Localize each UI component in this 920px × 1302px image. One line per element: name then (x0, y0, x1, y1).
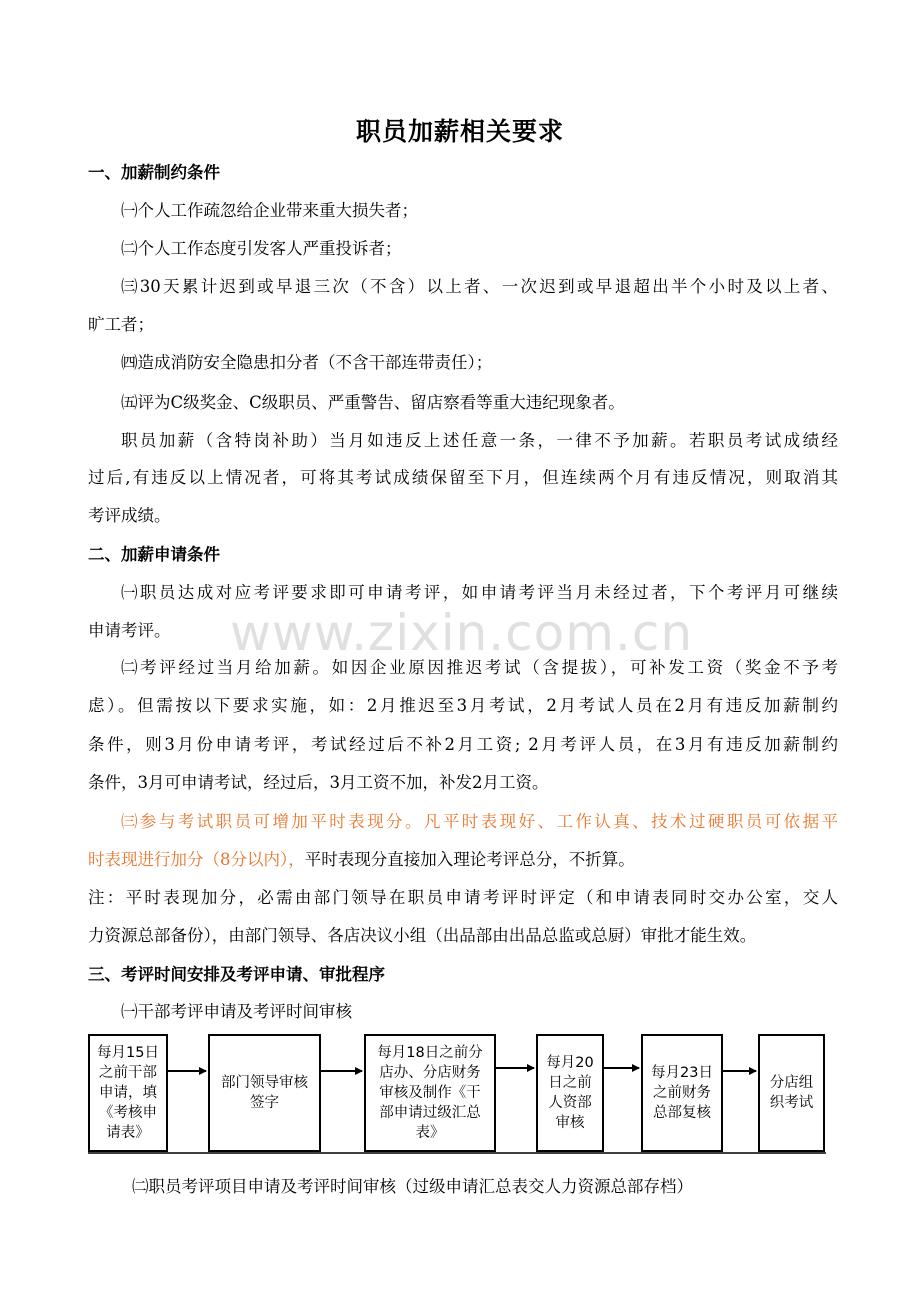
flow-step-2: 部门领导审核 签字 (208, 1034, 321, 1152)
section2-item2-line-2: 虑）。但需按以下要求实施，如：2月推迟至3月考试，2月考试人员在2月有违反加薪制约 (88, 696, 838, 715)
section2-item2-line-1: ㈡考评经过当月给加薪。如因企业原因推迟考试（含提拔），可补发工资（奖金不予考 (121, 658, 838, 677)
section2-item3-orange-text: 时表现进行加分（8分以内）， (88, 850, 305, 869)
section1-item-5: ㈤评为C级奖金、C级职员、严重警告、留店察看等重大违纪现象者。 (121, 393, 625, 412)
section2-note-line-2: 力资源总部备份），由部门领导、各店决议小组（出品部由出品总监或总厨）审批才能生效。 (88, 926, 757, 945)
section1-item-1: ㈠个人工作疏忽给企业带来重大损失者； (121, 201, 418, 220)
section2-item1-line-2: 申请考评。 (88, 621, 171, 640)
watermark: www.zixin.com.cn (230, 604, 694, 662)
section3-heading: 三、考评时间安排及考评申请、审批程序 (88, 965, 385, 984)
section1-para-line-1: 职员加薪（含特岗补助）当月如违反上述任意一条，一律不予加薪。若职员考试成绩经 (121, 431, 838, 450)
section1-heading: 一、加薪制约条件 (88, 163, 220, 182)
section1-para-line-2: 过后,有违反以上情况者，可将其考试成绩保留至下月，但连续两个月有违反情况，则取消其 (88, 468, 838, 487)
section1-item-2: ㈡个人工作态度引发客人严重投诉者； (121, 239, 402, 258)
section3-sub2: ㈡职员考评项目申请及考评时间审核（过级申请汇总表交人力资源总部存档） (132, 1177, 693, 1196)
section2-item1-line-1: ㈠职员达成对应考评要求即可申请考评，如申请考评当月未经过者，下个考评月可继续 (121, 583, 838, 602)
flow-step-4: 每月20 日之前 人资部 审核 (536, 1034, 604, 1152)
section2-item2-line-4: 条件，3月可申请考试，经过后，3月工资不加，补发2月工资。 (88, 773, 549, 792)
flow-step-3: 每月18日之前分 店办、分店财务 审核及制作《干 部申请过级汇总 表》 (364, 1034, 496, 1152)
section1-item-4: ㈣造成消防安全隐患扣分者（不含干部连带责任）； (121, 353, 493, 372)
section2-note-line-1: 注：平时表现加分，必需由部门领导在职员申请考评时评定（和申请表同时交办公室，交人 (88, 888, 838, 907)
page-title: 职员加薪相关要求 (355, 117, 564, 146)
section2-item2-line-3: 条件，则3月份申请考评，考试经过后不补2月工资; 2月考评人员，在3月有违反加薪制约 (88, 735, 838, 754)
section3-sub1: ㈠干部考评申请及考评时间审核 (121, 1002, 352, 1021)
section2-heading: 二、加薪申请条件 (88, 545, 220, 564)
flow-step-6: 分店组 织考试 (758, 1034, 825, 1152)
section2-item3-line-2 (88, 848, 838, 872)
section1-para-line-3: 考评成绩。 (88, 506, 171, 525)
flow-step-5: 每月23日 之前财务 总部复核 (641, 1034, 723, 1152)
section1-item-3: ㈢30天累计迟到或早退三次（不含）以上者、一次迟到或早退超出半个小时及以上者、 (121, 277, 838, 296)
section2-item3-line-1: ㈢参与考试职员可增加平时表现分。凡平时表现好、工作认真、技术过硬职员可依据平 (121, 812, 838, 831)
section2-item3-rest-text: 平时表现分直接加入理论考评总分，不折算。 (304, 850, 635, 869)
section1-item-3-cont: 旷工者； (88, 315, 154, 334)
flow-step-1: 每月15日 之前干部 申请，填 《考核申 请表》 (88, 1034, 168, 1152)
